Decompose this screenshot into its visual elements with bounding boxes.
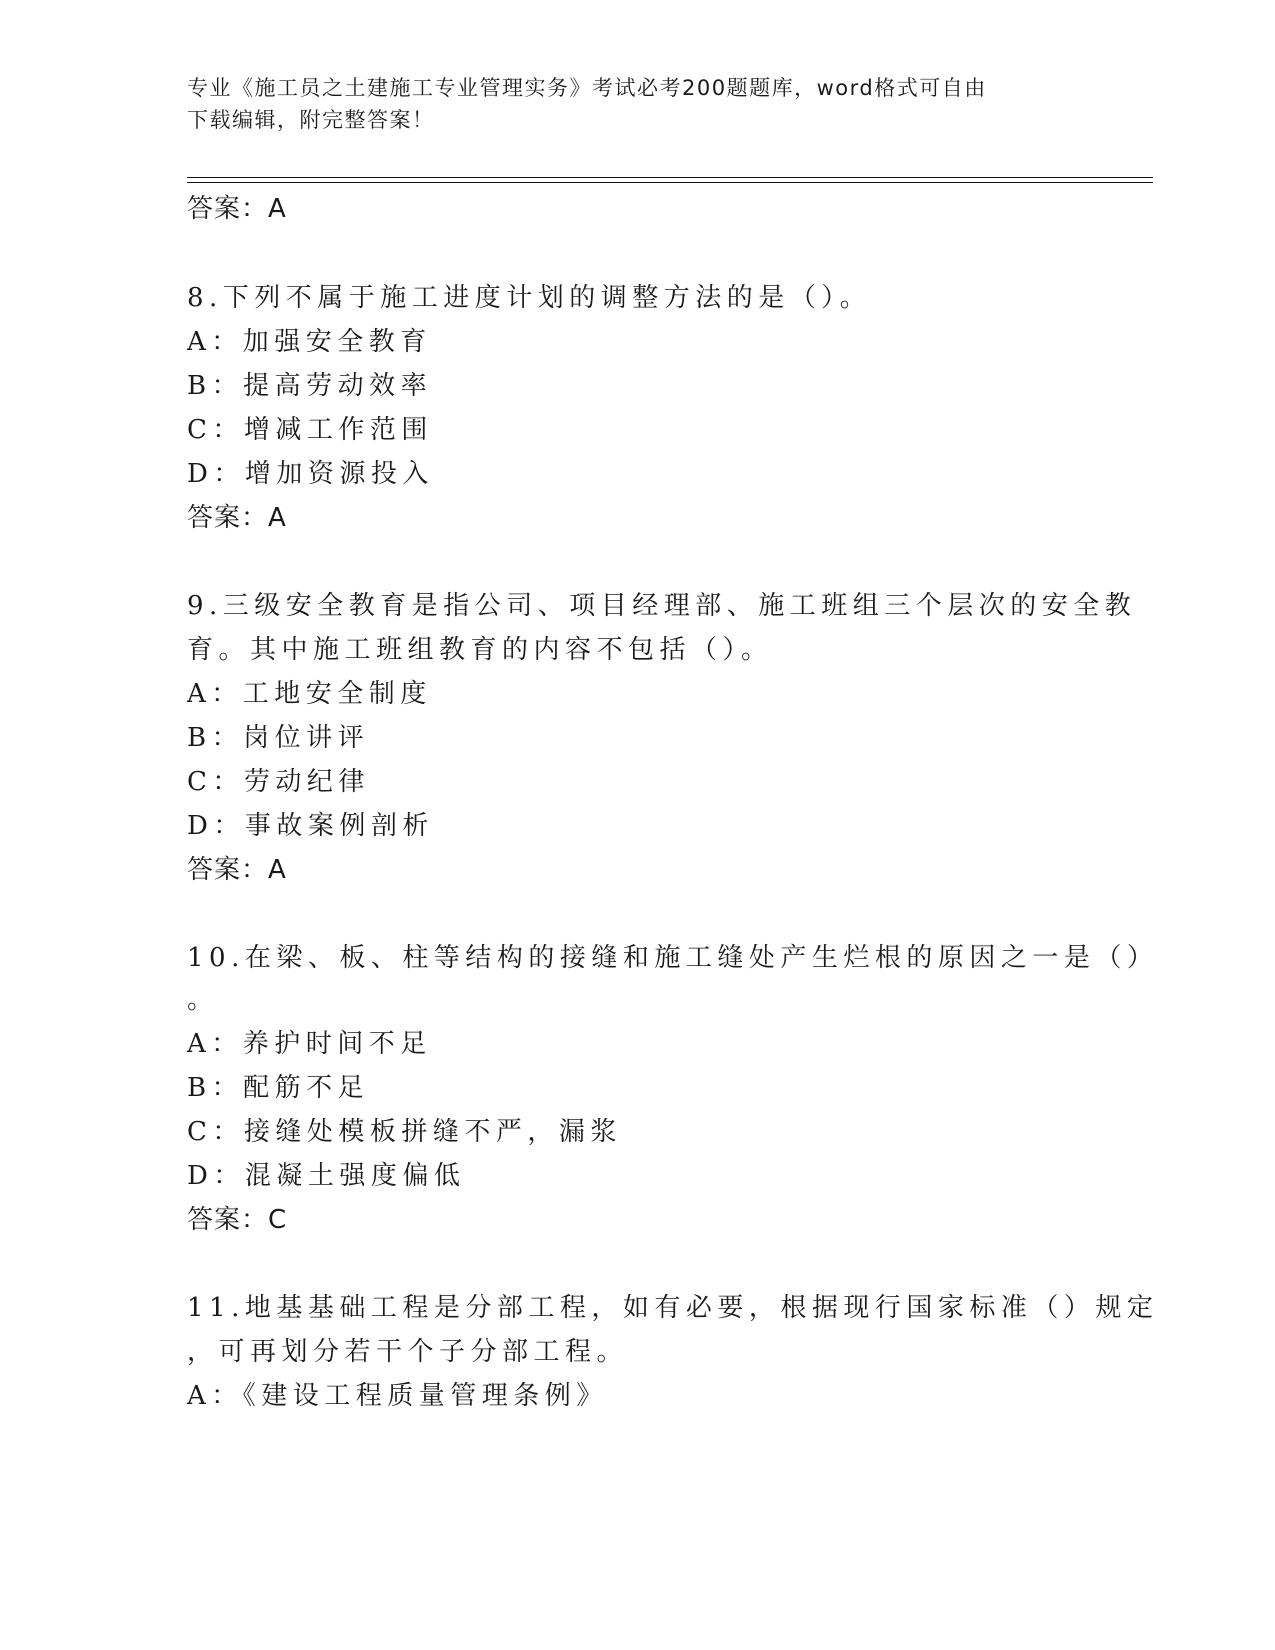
question-11-option-a: A：《建设工程质量管理条例》 bbox=[187, 1381, 608, 1411]
question-9-option-d: D：事故案例剖析 bbox=[187, 811, 434, 841]
question-8-option-a: A：加强安全教育 bbox=[187, 327, 432, 357]
question-9-option-b: B：岗位讲评 bbox=[187, 723, 370, 753]
question-9-option-a: A：工地安全制度 bbox=[187, 679, 432, 709]
question-10-option-d: D：混凝土强度偏低 bbox=[187, 1161, 466, 1191]
question-10-answer: 答案：C bbox=[187, 1205, 288, 1235]
question-8-answer: 答案：A bbox=[187, 503, 287, 533]
question-10-option-a: A：养护时间不足 bbox=[187, 1029, 432, 1059]
question-8-option-c: C：增减工作范围 bbox=[187, 415, 433, 445]
question-9-option-c: C：劳动纪律 bbox=[187, 767, 370, 797]
question-9-text-line-1: 9.三级安全教育是指公司、项目经理部、施工班组三个层次的安全教 bbox=[187, 591, 1137, 621]
header-divider-bottom bbox=[187, 182, 1153, 183]
answer-previous: 答案：A bbox=[187, 194, 287, 224]
question-10-option-b: B：配筋不足 bbox=[187, 1073, 370, 1103]
question-10-option-c: C：接缝处模板拼缝不严，漏浆 bbox=[187, 1117, 622, 1147]
question-9-answer: 答案：A bbox=[187, 855, 287, 885]
question-8-option-d: D：增加资源投入 bbox=[187, 459, 434, 489]
question-9-text-line-2: 育。其中施工班组教育的内容不包括（）。 bbox=[187, 635, 773, 665]
question-10-text-line-1: 10.在梁、板、柱等结构的接缝和施工缝处产生烂根的原因之一是（） bbox=[187, 943, 1159, 973]
question-8-option-b: B：提高劳动效率 bbox=[187, 371, 433, 401]
header-divider-top bbox=[187, 177, 1153, 178]
question-11-text-line-2: ，可再划分若干个子分部工程。 bbox=[187, 1337, 629, 1367]
question-11-text-line-1: 11.地基基础工程是分部工程，如有必要，根据现行国家标准（）规定 bbox=[187, 1293, 1159, 1323]
document-header bbox=[187, 72, 1067, 136]
question-10-text-line-2: 。 bbox=[187, 985, 219, 1015]
question-8-text: 8.下列不属于施工进度计划的调整方法的是（）。 bbox=[187, 283, 872, 313]
header-line-2: 下载编辑，附完整答案！ bbox=[187, 108, 435, 132]
header-line-1: 专业《施工员之土建施工专业管理实务》考试必考200题题库，word格式可自由 bbox=[187, 76, 987, 100]
